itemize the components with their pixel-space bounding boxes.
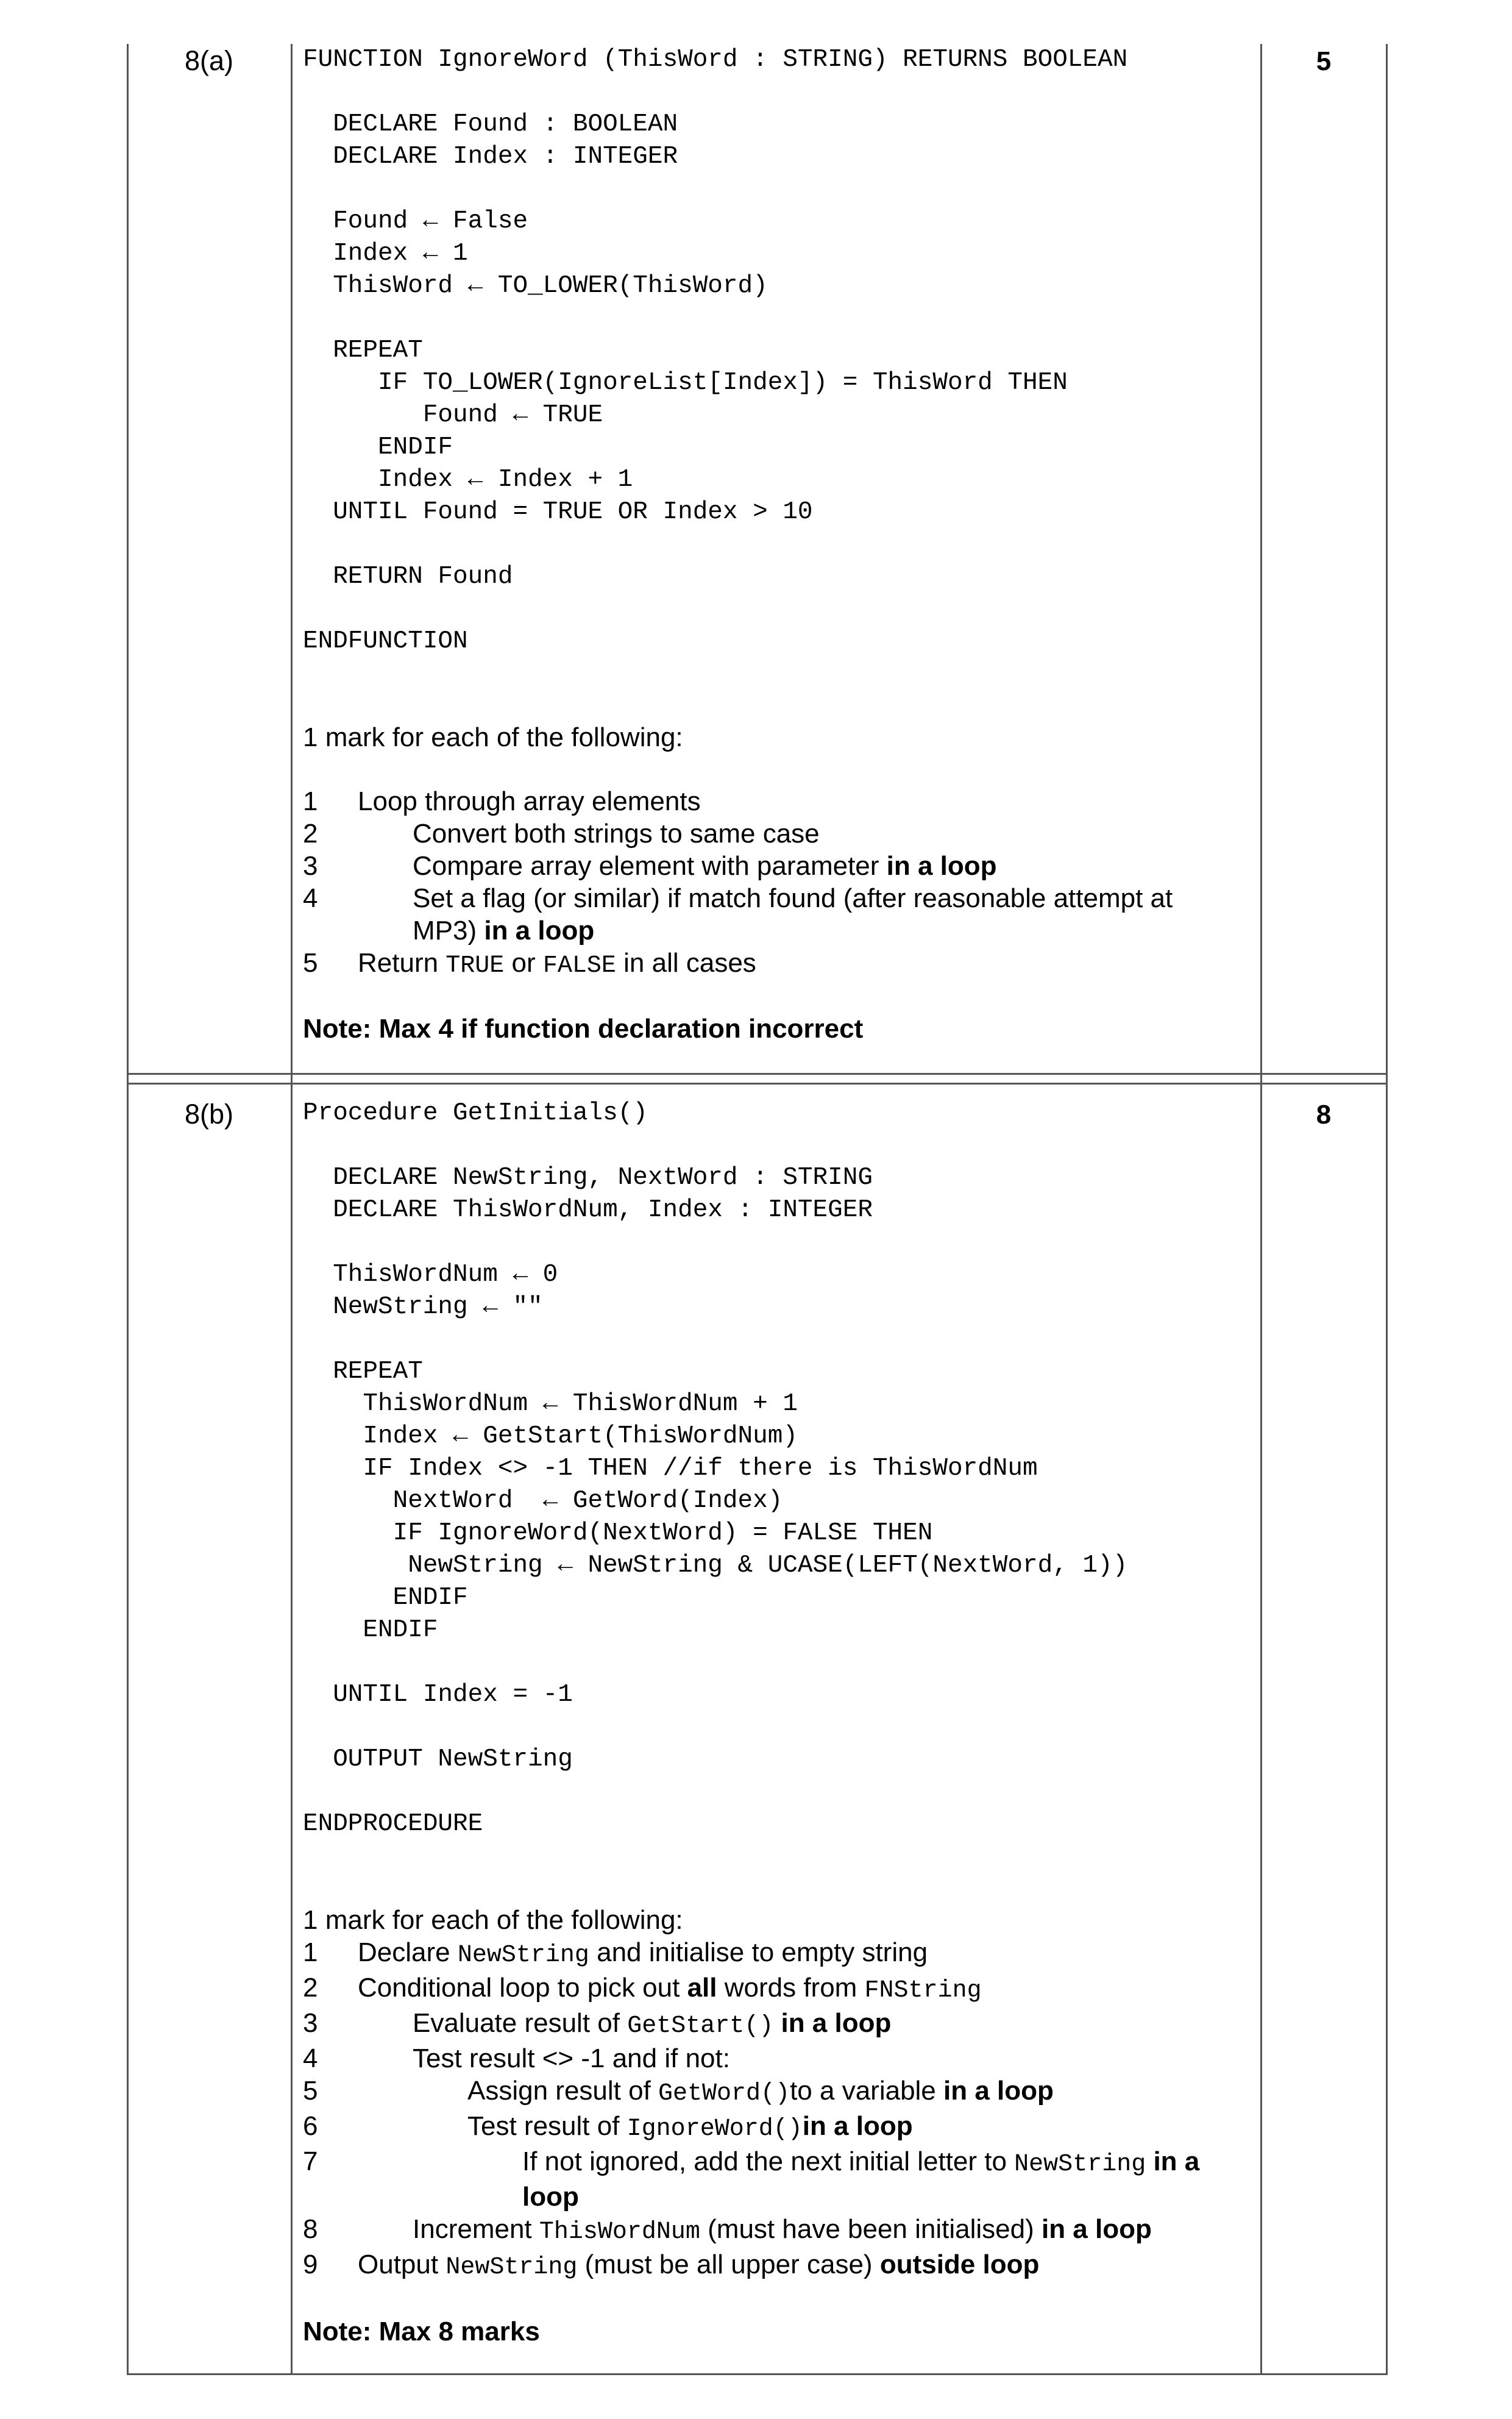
code-line: ENDIF <box>303 1616 438 1644</box>
answer-content <box>303 1097 1241 2348</box>
plain-text <box>773 2008 781 2038</box>
code-line <box>303 76 1241 109</box>
marks-value: 8 <box>1316 1100 1332 1130</box>
mark-point-number: 2 <box>303 819 318 849</box>
mark-point <box>303 818 1241 850</box>
code-line: REPEAT <box>303 1358 423 1386</box>
emphasis-text: outside loop <box>879 2250 1040 2279</box>
mark-point-number: 1 <box>303 786 318 816</box>
mark-point-number: 2 <box>303 1973 318 2003</box>
mark-point-text <box>303 2213 1241 2248</box>
question-number: 8(a) <box>184 45 234 76</box>
marks-value: 5 <box>1316 46 1332 76</box>
code-line <box>303 173 1241 205</box>
code-line <box>303 1711 1241 1744</box>
mark-points-list <box>303 785 1241 982</box>
mark-point-number: 4 <box>303 883 318 913</box>
code-line <box>303 1227 1241 1259</box>
code-term: ThisWordNum <box>539 2218 700 2246</box>
code-line: NewString ← NewString & UCASE(LEFT(NextWord, 1)) <box>303 1552 1128 1580</box>
plain-text: Increment <box>413 2214 539 2244</box>
mark-point-text <box>303 818 1241 850</box>
plain-text: (must have been initialised) <box>700 2214 1042 2244</box>
code-line: FUNCTION IgnoreWord (ThisWord : STRING) RETURNS BOOLEAN <box>303 46 1128 74</box>
mark-point-text <box>303 947 1241 982</box>
mark-point-number: 9 <box>303 2250 318 2279</box>
mark-point-text <box>303 1972 1241 2007</box>
plain-text <box>1146 2146 1153 2176</box>
plain-text: Output <box>358 2250 446 2279</box>
mark-point-number: 4 <box>303 2043 318 2073</box>
answer-content <box>303 44 1241 1045</box>
mark-point-text <box>303 2248 1241 2284</box>
plain-text: Conditional loop to pick out <box>358 1973 687 2003</box>
code-line: DECLARE NewString, NextWord : STRING <box>303 1164 873 1192</box>
mark-point <box>303 2248 1241 2284</box>
pseudocode-block <box>303 1097 1241 1840</box>
code-line: IF IgnoreWord(NextWord) = FALSE THEN <box>303 1519 933 1547</box>
mark-point-text <box>303 2042 1241 2075</box>
mark-point <box>303 1972 1241 2007</box>
mark-point-text <box>303 2110 1241 2145</box>
mark-point <box>303 882 1241 947</box>
mark-point-number: 1 <box>303 1937 318 1967</box>
row-separator-bottom <box>127 1083 1387 1085</box>
emphasis-text: in a loop <box>1041 2214 1152 2244</box>
code-line: DECLARE Found : BOOLEAN <box>303 110 678 138</box>
mark-point <box>303 2145 1241 2213</box>
code-line <box>303 1130 1241 1162</box>
code-line: ENDIF <box>303 1584 468 1612</box>
pseudocode-block <box>303 44 1241 658</box>
mark-point <box>303 2007 1241 2042</box>
emphasis-text: in a loop <box>886 851 997 881</box>
plain-text: words from <box>717 1973 865 2003</box>
code-line: ENDIF <box>303 433 453 461</box>
code-line: REPEAT <box>303 337 423 365</box>
plain-text: Test result of <box>467 2111 627 2141</box>
code-term: GetWord() <box>658 2080 790 2107</box>
mark-point-number: 3 <box>303 2008 318 2038</box>
question-number: 8(b) <box>184 1099 234 1130</box>
code-term: NewString <box>457 1942 589 1969</box>
plain-text: If not ignored, add the next initial letter to <box>522 2146 1015 2176</box>
mark-point-text <box>303 2007 1241 2042</box>
mark-point <box>303 785 1241 818</box>
code-line: IF Index <> -1 THEN //if there is ThisWordNum <box>303 1455 1038 1483</box>
code-line <box>303 529 1241 561</box>
code-line: ThisWordNum ← ThisWordNum + 1 <box>303 1390 798 1418</box>
mark-point-text <box>303 2075 1241 2110</box>
code-line: ThisWord ← TO_LOWER(ThisWord) <box>303 272 768 300</box>
emphasis-text: in a loop <box>943 2076 1054 2106</box>
emphasis-text: in a loop <box>522 2146 1200 2212</box>
emphasis-text: in a loop <box>802 2111 913 2141</box>
emphasis-text: in a loop <box>484 916 595 946</box>
plain-text: Convert both strings to same case <box>413 819 820 849</box>
mark-point-text <box>303 1936 1241 1972</box>
code-term: NewString <box>1014 2151 1146 2178</box>
plain-text: Test result <> -1 and if not: <box>413 2043 730 2073</box>
row-separator-top <box>127 1073 1387 1075</box>
code-line: RETURN Found <box>303 563 513 591</box>
mark-point-text <box>303 882 1241 947</box>
plain-text: Loop through array elements <box>358 786 701 816</box>
table-border-bottom <box>127 2373 1387 2375</box>
mark-scheme-note: Note: Max 4 if function declaration incorrect <box>303 1014 864 1044</box>
mark-point <box>303 2110 1241 2145</box>
code-line <box>303 1647 1241 1679</box>
code-line <box>303 1776 1241 1808</box>
mark-point-number: 3 <box>303 851 318 881</box>
mark-point-number: 5 <box>303 2076 318 2106</box>
code-line <box>303 593 1241 625</box>
plain-text: (must be all upper case) <box>577 2250 880 2279</box>
mark-point <box>303 947 1241 982</box>
code-line: NewString ← "" <box>303 1293 543 1321</box>
code-term: FALSE <box>542 952 616 980</box>
plain-text: Assign result of <box>467 2076 659 2106</box>
plain-text: Return <box>358 948 446 978</box>
mark-point-text <box>303 2145 1241 2213</box>
code-line <box>303 302 1241 335</box>
mark-point-number: 7 <box>303 2146 318 2176</box>
code-term: FNString <box>864 1977 982 2004</box>
plain-text: Set a flag (or similar) if match found (after reasonable attempt at MP3) <box>413 883 1173 946</box>
code-line: IF TO_LOWER(IgnoreList[Index]) = ThisWord THEN <box>303 369 1068 397</box>
plain-text: in all cases <box>616 948 756 978</box>
code-line: UNTIL Found = TRUE OR Index > 10 <box>303 498 813 526</box>
code-line: Found ← False <box>303 207 528 235</box>
mark-point-text <box>303 785 1241 818</box>
plain-text: Declare <box>358 1937 458 1967</box>
code-line: Index ← 1 <box>303 240 468 268</box>
mark-point <box>303 2213 1241 2248</box>
code-line: DECLARE ThisWordNum, Index : INTEGER <box>303 1196 873 1224</box>
code-term: TRUE <box>445 952 505 980</box>
plain-text: or <box>504 948 543 978</box>
mark-point-text <box>303 850 1241 882</box>
mark-point <box>303 2075 1241 2110</box>
code-term: GetStart() <box>627 2012 774 2040</box>
mark-point <box>303 2042 1241 2075</box>
mark-point-number: 6 <box>303 2111 318 2141</box>
emphasis-text: in a loop <box>781 2008 892 2038</box>
plain-text: Evaluate result of <box>413 2008 628 2038</box>
code-line: Found ← TRUE <box>303 401 603 429</box>
plain-text: to a variable <box>790 2076 944 2106</box>
code-line: DECLARE Index : INTEGER <box>303 143 678 171</box>
code-line: Index ← GetStart(ThisWordNum) <box>303 1422 798 1450</box>
code-line: Procedure GetInitials() <box>303 1099 648 1127</box>
question-row-8a <box>127 44 1387 1072</box>
code-line: ThisWordNum ← 0 <box>303 1261 558 1289</box>
mark-scheme-intro: 1 mark for each of the following: <box>303 722 683 752</box>
code-term: NewString <box>445 2254 578 2281</box>
mark-point-number: 5 <box>303 948 318 978</box>
code-line: ENDPROCEDURE <box>303 1810 483 1838</box>
mark-points-list <box>303 1936 1241 2284</box>
plain-text: and initialise to empty string <box>589 1937 928 1967</box>
mark-scheme-note: Note: Max 8 marks <box>303 2317 540 2346</box>
code-line: ENDFUNCTION <box>303 627 468 655</box>
plain-text: Compare array element with parameter <box>413 851 887 881</box>
code-term: IgnoreWord() <box>626 2115 803 2143</box>
emphasis-text: all <box>687 1973 717 2003</box>
code-line: OUTPUT NewString <box>303 1745 573 1773</box>
code-line: NextWord ← GetWord(Index) <box>303 1487 783 1515</box>
mark-point-number: 8 <box>303 2214 318 2244</box>
mark-scheme-intro: 1 mark for each of the following: <box>303 1905 683 1935</box>
code-line: Index ← Index + 1 <box>303 466 633 494</box>
mark-point <box>303 850 1241 882</box>
code-line: UNTIL Index = -1 <box>303 1681 573 1709</box>
code-line <box>303 1324 1241 1356</box>
question-row-8b <box>127 1097 1387 2371</box>
mark-point <box>303 1936 1241 1972</box>
